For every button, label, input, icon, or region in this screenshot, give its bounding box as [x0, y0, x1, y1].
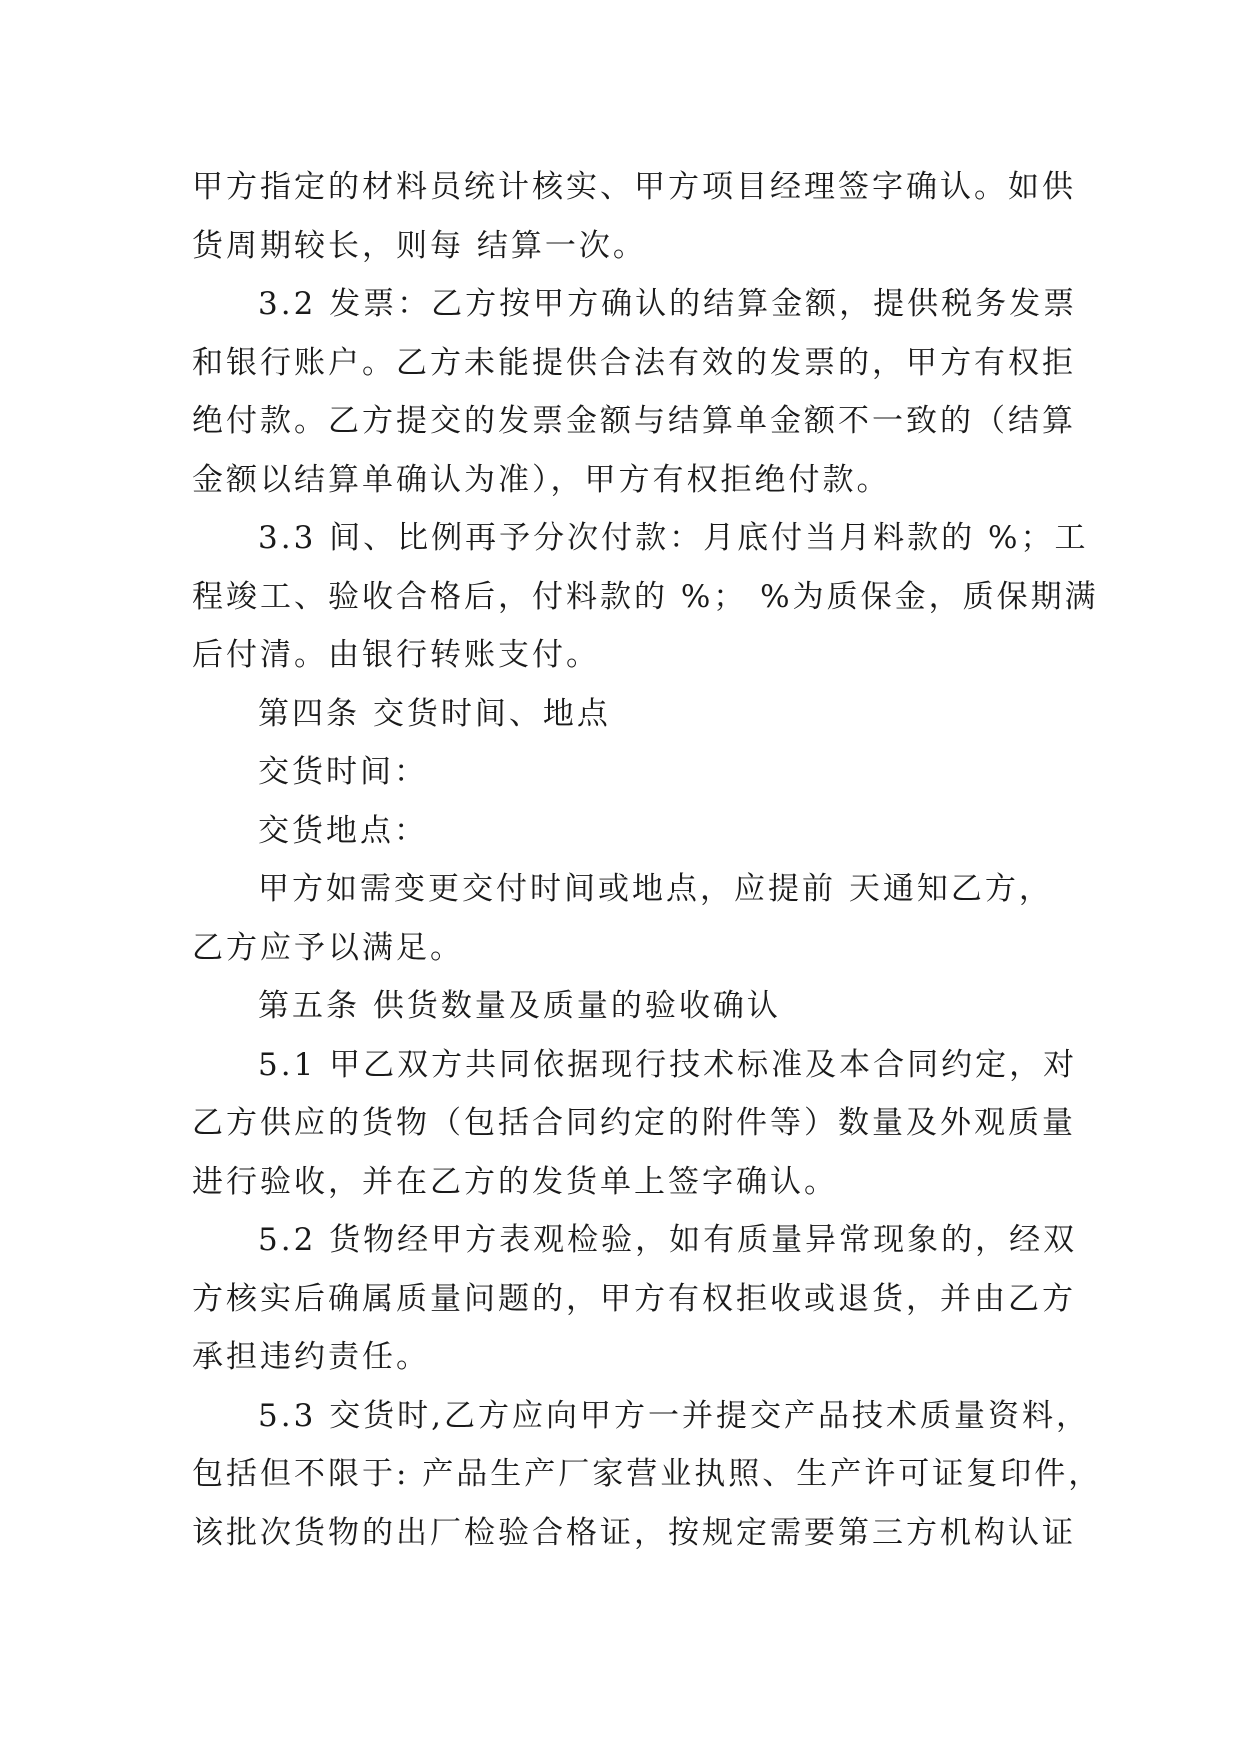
text-line: 该批次货物的出厂检验合格证，按规定需要第三方机构认证 — [192, 1514, 1076, 1551]
text-line: 交货时间： — [258, 754, 428, 790]
text-line: 金额以结算单确认为准），甲方有权拒绝付款。 — [192, 461, 891, 498]
text-line: 5.3 交货时,乙方应向甲方一并提交产品技术质量资料， — [258, 1397, 1091, 1434]
text-line: 乙方应予以满足。 — [192, 929, 464, 966]
text-line: 货周期较长，则每 结算一次。 — [192, 227, 647, 264]
text-line: 甲方指定的材料员统计核实、甲方项目经理签字确认。如供 — [192, 169, 1076, 205]
text-line: 第五条 供货数量及质量的验收确认 — [258, 988, 781, 1024]
text-line: 后付清。由银行转账支付。 — [192, 637, 600, 673]
text-line: 进行验收，并在乙方的发货单上签字确认。 — [192, 1163, 838, 1200]
text-line: 包括但不限于: 产品生产厂家营业执照、生产许可证复印件， — [192, 1456, 1103, 1492]
text-line: 3.2 发票：乙方按甲方确认的结算金额，提供税务发票 — [258, 286, 1078, 322]
text-line: 3.3 间、比例再予分次付款：月底付当月料款的 %；工 — [258, 520, 1089, 556]
text-line: 甲方如需变更交付时间或地点，应提前 天通知乙方， — [258, 871, 1053, 907]
text-line: 绝付款。乙方提交的发票金额与结算单金额不一致的（结算 — [192, 403, 1076, 439]
text-line: 和银行账户。乙方未能提供合法有效的发票的，甲方有权拒 — [192, 344, 1076, 381]
document-body — [192, 158, 1103, 1562]
text-line: 第四条 交货时间、地点 — [258, 695, 611, 732]
text-line: 交货地点： — [258, 812, 428, 849]
text-line: 5.1 甲乙双方共同依据现行技术标准及本合同约定，对 — [258, 1046, 1078, 1083]
text-line: 承担违约责任。 — [192, 1339, 430, 1375]
text-line: 5.2 货物经甲方表观检验，如有质量异常现象的，经双 — [258, 1222, 1078, 1258]
text-line: 程竣工、验收合格后，付料款的 %； %为质保金，质保期满 — [192, 578, 1099, 615]
text-line: 乙方供应的货物（包括合同约定的附件等）数量及外观质量 — [192, 1105, 1076, 1141]
text-line: 方核实后确属质量问题的，甲方有权拒收或退货，并由乙方 — [192, 1280, 1076, 1317]
